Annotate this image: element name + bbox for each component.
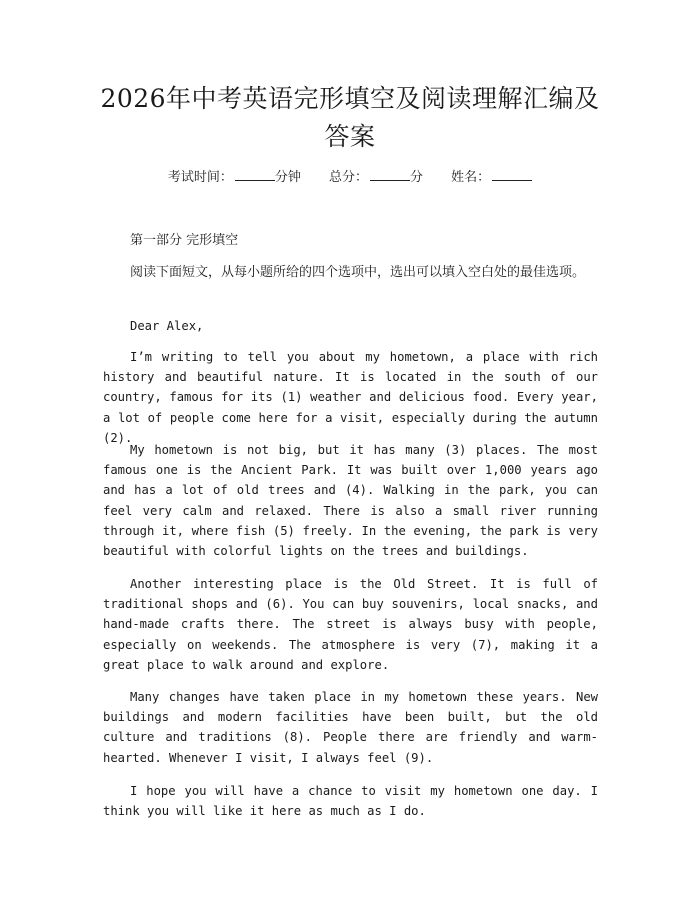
exam-time-unit: 分钟	[274, 170, 301, 185]
total-score-unit: 分	[410, 170, 424, 185]
letter-paragraph: My hometown is not big, but it has many (3) places. The most famous one is the Ancient Park. It was built over 1,000 years ago and has a lot of old trees and (4). Walking in the park, you can feel very calm and relaxed. There is also a small river running through it, where fish (5) freely. In the evening, the park is very beautiful with colorful lights on the trees and buildings.	[103, 443, 598, 559]
exam-info-line	[0, 168, 700, 188]
total-score-field	[329, 170, 423, 185]
exam-time-field	[168, 170, 301, 185]
letter-greeting: Dear Alex,	[130, 319, 204, 333]
page-title: 2026年中考英语完形填空及阅读理解汇编及答案	[100, 84, 600, 151]
section-instruction: 阅读下面短文，从每小题所给的四个选项中，选出可以填入空白处的最佳选项。	[130, 265, 586, 280]
name-blank[interactable]	[492, 168, 532, 181]
name-label: 姓名：	[451, 170, 491, 185]
total-score-blank[interactable]	[370, 168, 410, 181]
letter-paragraph: Many changes have taken place in my hometown these years. New buildings and modern facilities have been built, but the old culture and traditions (8). People there are friendly and warm-hearted. Whenever I visit, I always feel (9).	[103, 690, 598, 765]
letter-paragraph: Another interesting place is the Old Street. It is full of traditional shops and (6). You can buy souvenirs, local snacks, and hand-made crafts there. The street is always busy with people, especially on weekends. The atmosphere is very (7), making it a great place to walk around and explore.	[103, 577, 598, 672]
exam-time-blank[interactable]	[235, 168, 275, 181]
total-score-label: 总分：	[328, 170, 368, 185]
letter-paragraph: I’m writing to tell you about my hometown, a place with rich history and beautiful nature. It is located in the south of our country, famous for its (1) weather and delicious food. Every year, a lot of people come here for a visit, especially during the autumn (2).	[103, 350, 598, 445]
letter-paragraph: I hope you will have a chance to visit my hometown one day. I think you will like it here as much as I do.	[103, 784, 598, 819]
name-field	[451, 170, 532, 185]
section-title: 第一部分 完形填空	[130, 233, 239, 248]
exam-time-label: 考试时间：	[167, 170, 233, 185]
